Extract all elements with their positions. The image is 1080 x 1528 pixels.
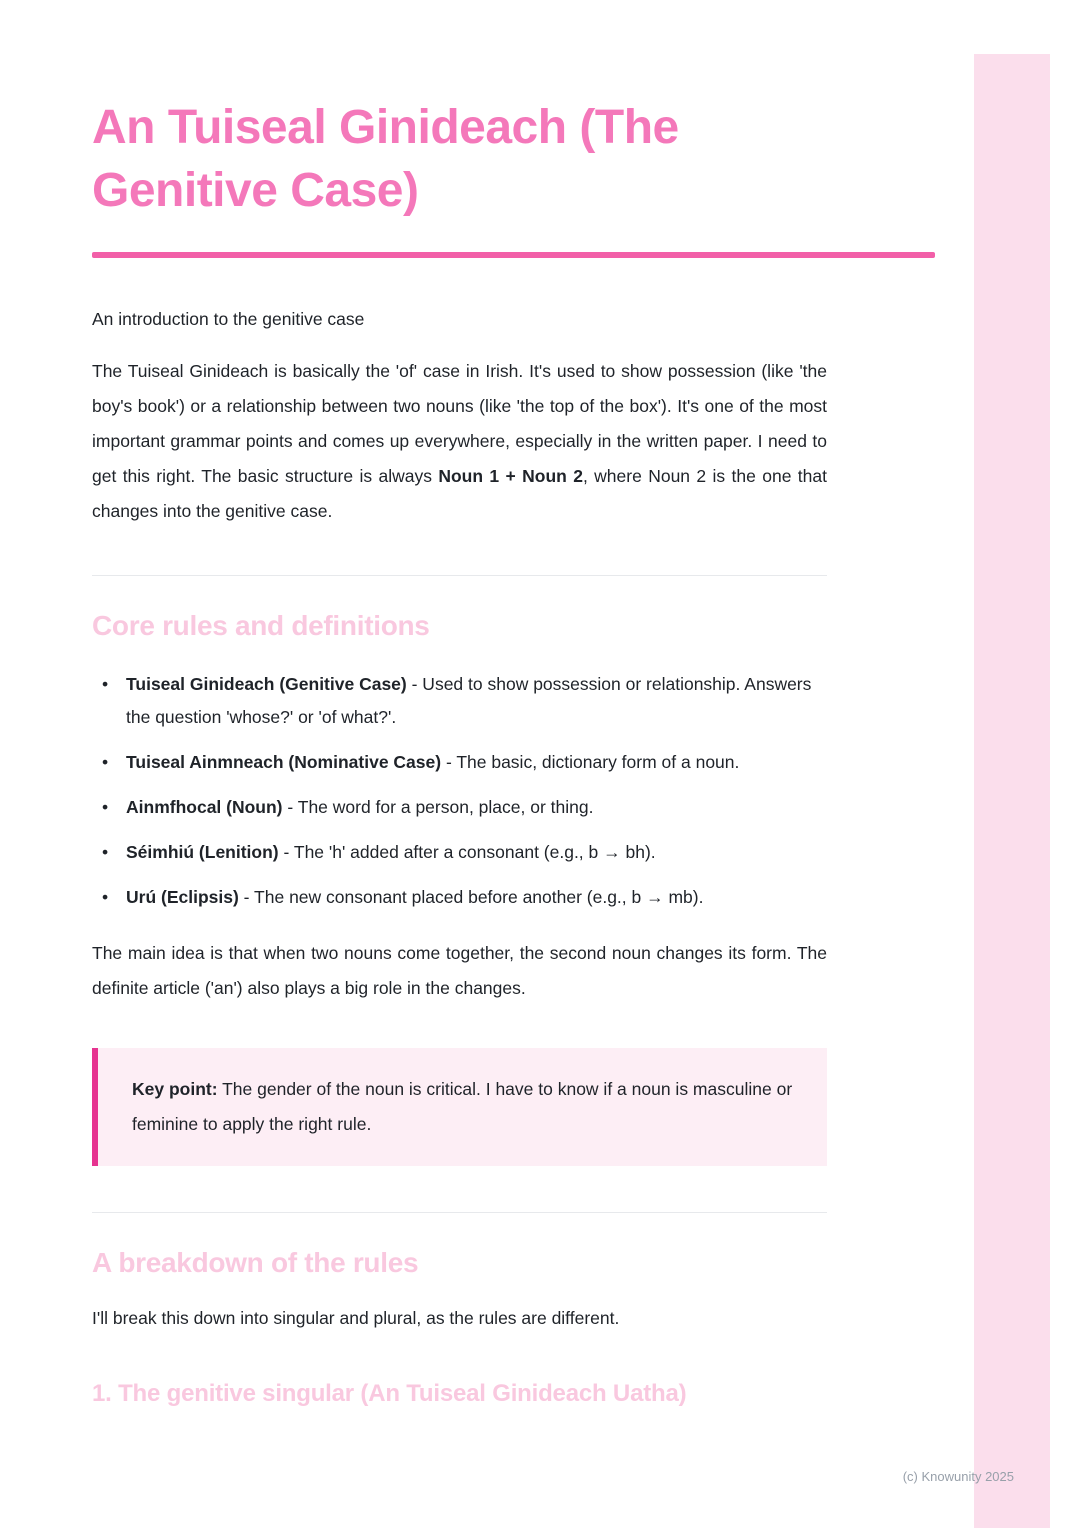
definition-term: Tuiseal Ainmneach (Nominative Case) <box>126 752 442 772</box>
key-point-callout <box>92 1048 827 1166</box>
definition-term: Séimhiú (Lenition) <box>126 842 279 862</box>
section-divider-2 <box>92 1212 827 1213</box>
page-title: An Tuiseal Ginideach (The Genitive Case) <box>92 101 679 217</box>
definition-term: Tuiseal Ginideach (Genitive Case) <box>126 674 407 694</box>
definition-text: - The word for a person, place, or thing. <box>282 797 594 817</box>
title-underline-rule <box>92 252 935 258</box>
definition-item-noun <box>92 791 827 824</box>
core-rules-heading: Core rules and definitions <box>92 610 430 641</box>
breakdown-heading: A breakdown of the rules <box>92 1247 419 1278</box>
definition-item-lenition <box>92 836 827 869</box>
key-point-label: Key point: <box>132 1079 218 1099</box>
definition-term: Ainmfhocal (Noun) <box>126 797 283 817</box>
intro-paragraph <box>92 354 827 529</box>
genitive-singular-subheading: 1. The genitive singular (An Tuiseal Ginideach Uatha) <box>92 1380 687 1407</box>
definition-item-nominative-case <box>92 746 827 779</box>
definition-text: - The 'h' added after a consonant (e.g., b → bh). <box>278 842 656 862</box>
definition-text: - The basic, dictionary form of a noun. <box>441 752 740 772</box>
section-divider-1 <box>92 575 827 576</box>
copyright-footer: (c) Knowunity 2025 <box>902 1469 1014 1484</box>
definition-term: Urú (Eclipsis) <box>126 887 239 907</box>
definition-list <box>92 668 827 914</box>
definition-item-eclipsis <box>92 881 827 914</box>
definition-text: - Used to show possession or relationship. Answers the question 'whose?' or 'of what?'. <box>126 674 812 727</box>
breakdown-intro: I'll break this down into singular and plural, as the rules are different. <box>92 1308 620 1328</box>
intro-lead: An introduction to the genitive case <box>92 309 365 329</box>
intro-text-before: The Tuiseal Ginideach is basically the 'of' case in Irish. It's used to show possession (like 'the boy's book') or a relationship between two nouns (like 'the top of the box'). It's one of the most important grammar points and comes up everywhere, especially in the written paper. I need to get this right. The basic structure is always <box>92 361 827 486</box>
core-rules-summary: The main idea is that when two nouns come together, the second noun changes its form. The definite article ('an') also plays a big role in the changes. <box>92 943 827 998</box>
definition-text: - The new consonant placed before another (e.g., b → mb). <box>238 887 704 907</box>
intro-text-after: , where Noun 2 is the one that changes into the genitive case. <box>92 466 827 521</box>
key-point-text: The gender of the noun is critical. I have to know if a noun is masculine or feminine to apply the right rule. <box>132 1079 793 1134</box>
definition-item-genitive-case <box>92 668 827 734</box>
right-accent-stripe <box>974 54 1050 1528</box>
key-point-paragraph <box>132 1072 797 1142</box>
intro-bold-structure: Noun 1 + Noun 2 <box>438 466 583 486</box>
document-content <box>92 0 827 1408</box>
